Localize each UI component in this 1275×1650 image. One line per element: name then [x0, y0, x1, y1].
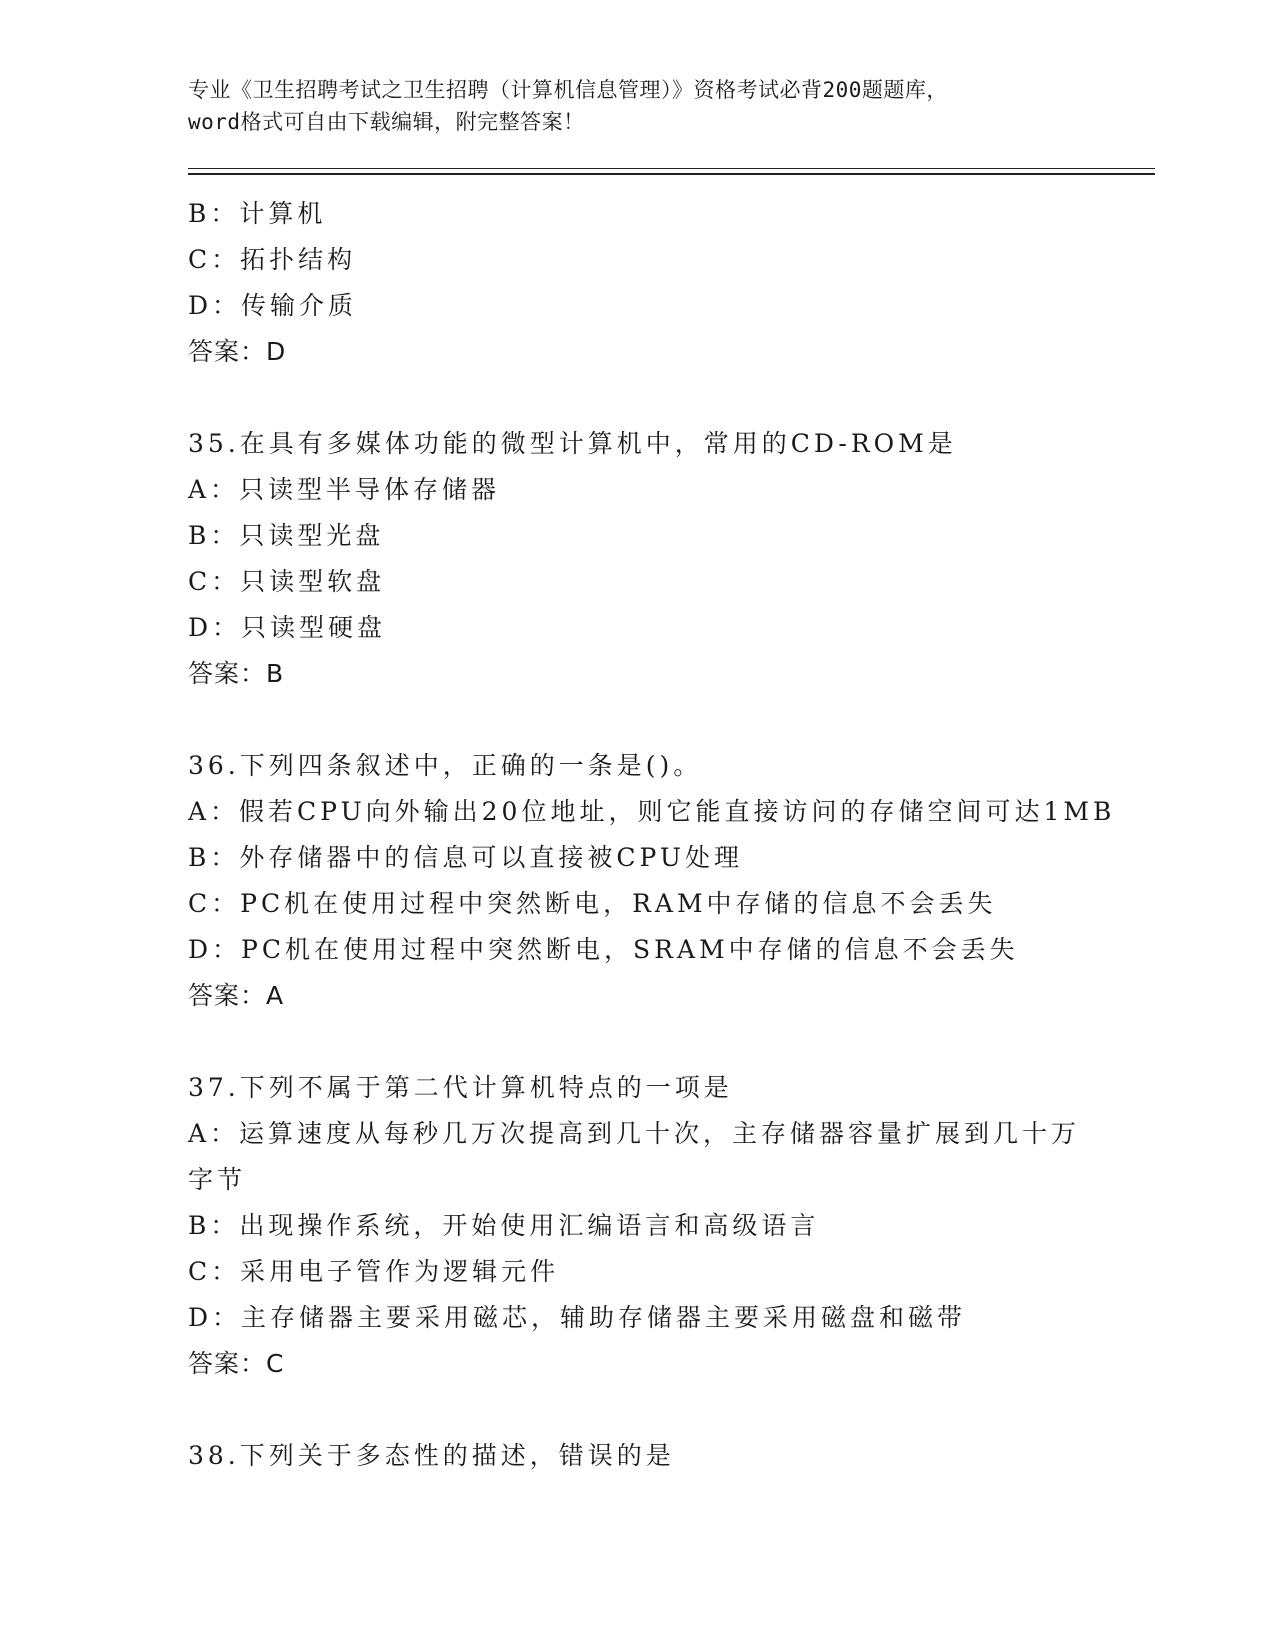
spacer [188, 1387, 1088, 1433]
question-35-option-c: C：只读型软盘 [188, 567, 386, 596]
answer-line: 答案：D [188, 337, 287, 366]
question-36-option-c: C：PC机在使用过程中突然断电，RAM中存储的信息不会丢失 [188, 889, 997, 918]
option-d: D：传输介质 [188, 291, 358, 320]
spacer [188, 697, 1088, 743]
spacer [188, 375, 1088, 421]
question-35-option-a: A：只读型半导体存储器 [188, 475, 501, 504]
question-37-option-a: A：运算速度从每秒几万次提高到几十次，主存储器容量扩展到几十万 [188, 1119, 1081, 1148]
question-37-answer: 答案：C [188, 1349, 285, 1378]
header-divider-thin [188, 168, 1155, 169]
question-37-option-b: B：出现操作系统，开始使用汇编语言和高级语言 [188, 1211, 820, 1240]
header-title-line-2: word格式可自由下载编辑，附完整答案！ [188, 110, 585, 134]
question-37-option-c: C：采用电子管作为逻辑元件 [188, 1257, 560, 1286]
question-36-option-b: B：外存储器中的信息可以直接被CPU处理 [188, 843, 743, 872]
question-37-option-d: D：主存储器主要采用磁芯，辅助存储器主要采用磁盘和磁带 [188, 1303, 967, 1332]
question-35-option-d: D：只读型硬盘 [188, 613, 387, 642]
question-36-option-a: A：假若CPU向外输出20位地址，则它能直接访问的存储空间可达1MB [188, 797, 1116, 826]
question-35-answer: 答案：B [188, 659, 285, 688]
question-36: 36.下列四条叙述中，正确的一条是()。 [188, 751, 703, 780]
header-divider-thick [188, 173, 1155, 175]
question-36-answer: 答案：A [188, 981, 285, 1010]
spacer [188, 1019, 1088, 1065]
question-37: 37.下列不属于第二代计算机特点的一项是 [188, 1073, 733, 1102]
document-header [188, 74, 1088, 138]
header-title-line-1: 专业《卫生招聘考试之卫生招聘（计算机信息管理）》资格考试必背200题题库， [188, 78, 948, 102]
question-35-option-b: B：只读型光盘 [188, 521, 385, 550]
question-36-option-d: D：PC机在使用过程中突然断电，SRAM中存储的信息不会丢失 [188, 935, 1019, 964]
question-38: 38.下列关于多态性的描述，错误的是 [188, 1441, 675, 1470]
document-body [188, 191, 1116, 1479]
question-35: 35.在具有多媒体功能的微型计算机中，常用的CD-ROM是 [188, 429, 957, 458]
question-37-option-a-continued: 字节 [188, 1165, 247, 1194]
option-c: C：拓扑结构 [188, 245, 357, 274]
option-b: B：计算机 [188, 199, 327, 228]
